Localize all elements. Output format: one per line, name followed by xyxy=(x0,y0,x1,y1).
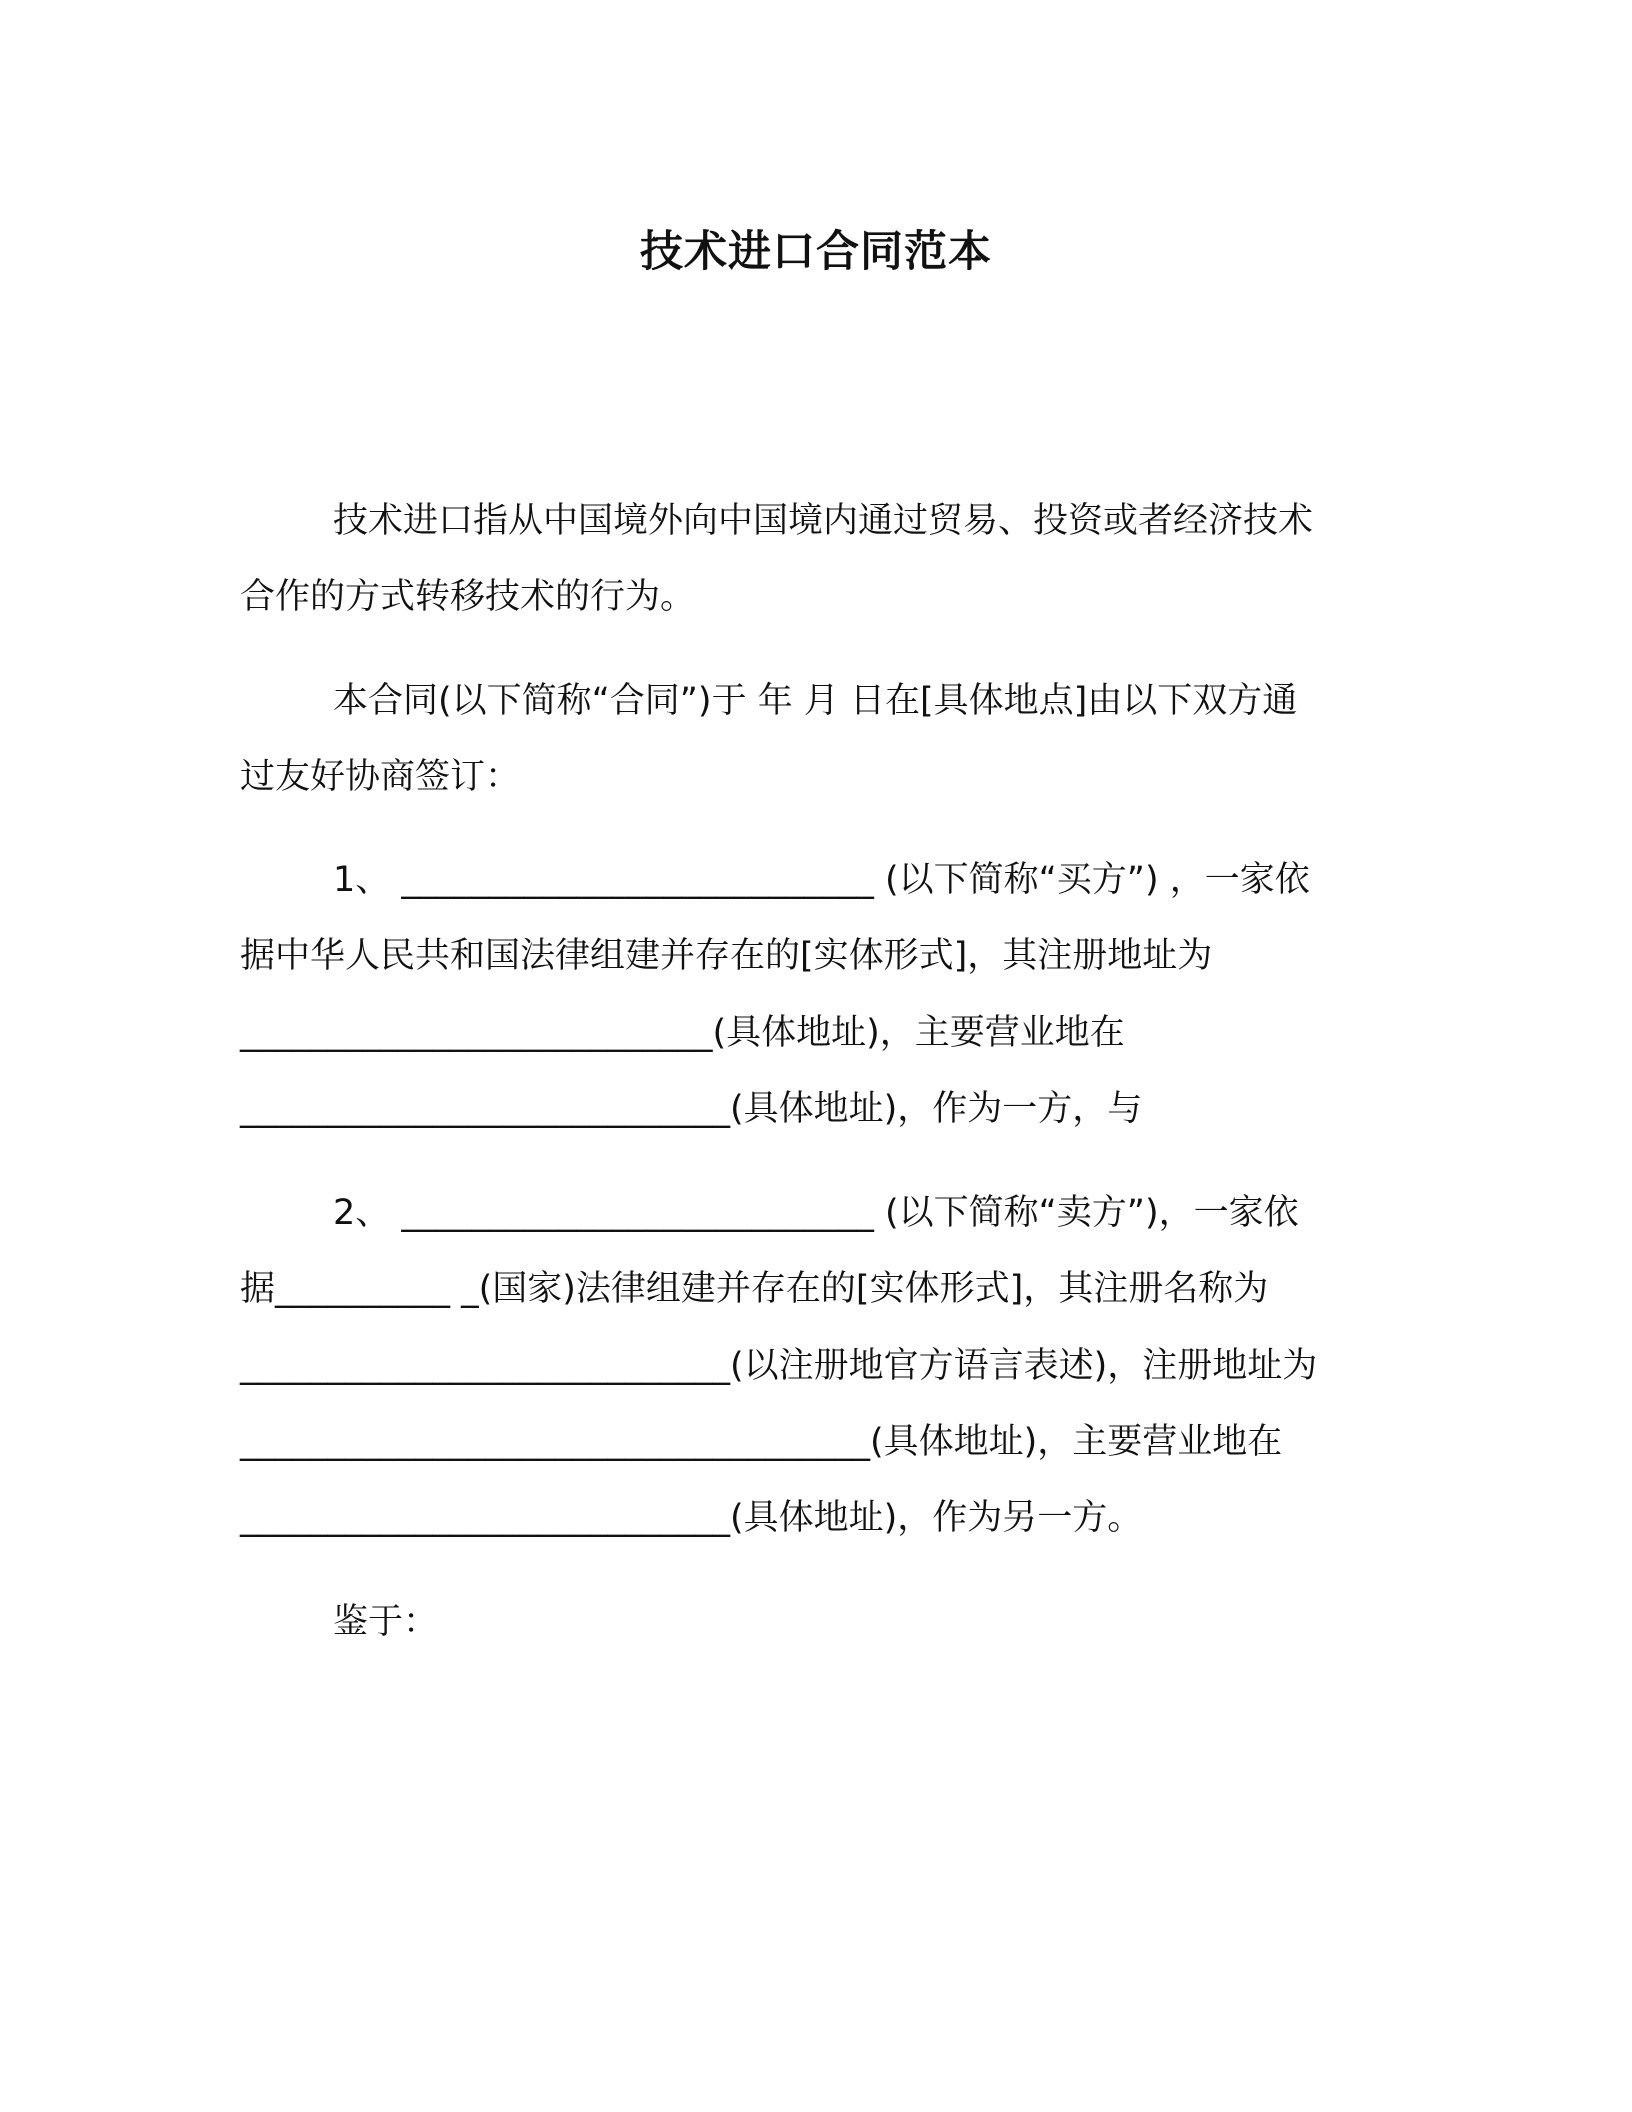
intro-line-2: 合作的方式转移技术的行为。 xyxy=(240,577,696,617)
seller-line-2: 据__________ _(国家)法律组建并存在的[实体形式]，其注册名称为 xyxy=(240,1269,1269,1309)
seller-line-3: ____________________________(以注册地官方语言表述)，注册地址为 xyxy=(240,1346,1318,1386)
buyer-line-1: 1、 ___________________________ (以下简称“买方”) ，一家依 xyxy=(333,860,1310,900)
buyer-line-4: ____________________________(具体地址)，作为一方，与 xyxy=(240,1089,1143,1129)
whereas-heading: 鉴于： xyxy=(333,1602,439,1642)
seller-line-1: 2、 ___________________________ (以下简称“卖方”)，一家依 xyxy=(333,1193,1299,1233)
signing-line-1: 本合同(以下简称“合同”)于 年 月 日在[具体地点]由以下双方通 xyxy=(333,681,1298,721)
document-title: 技术进口合同范本 xyxy=(640,227,992,277)
signing-line-2: 过友好协商签订： xyxy=(240,757,521,797)
intro-line-1: 技术进口指从中国境外向中国境内通过贸易、投资或者经济技术 xyxy=(333,501,1314,541)
buyer-line-3: ___________________________(具体地址)，主要营业地在 xyxy=(240,1013,1125,1053)
seller-line-5: ____________________________(具体地址)，作为另一方。 xyxy=(240,1498,1143,1538)
buyer-line-2: 据中华人民共和国法律组建并存在的[实体形式]，其注册地址为 xyxy=(240,936,1213,976)
seller-line-4: ____________________________________(具体地址)，主要营业地在 xyxy=(240,1422,1283,1462)
